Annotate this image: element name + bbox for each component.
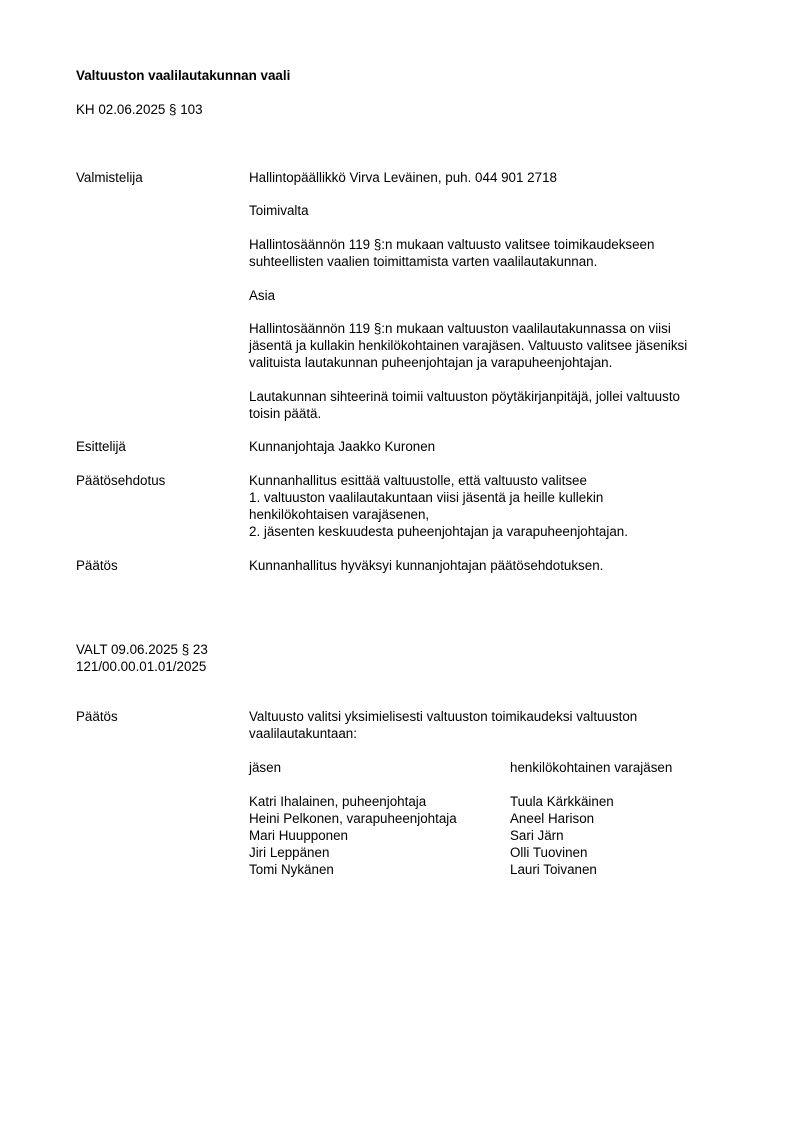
deputy-name: Aneel Harison <box>510 811 595 826</box>
kh-reference: KH 02.06.2025 § 103 <box>76 102 203 117</box>
valt-reference: VALT 09.06.2025 § 23 <box>76 642 208 657</box>
proposal-line: 1. valtuuston vaalilautakuntaan viisi jäsentä ja heille kullekin <box>249 490 604 505</box>
authority-text <box>249 236 654 270</box>
proposal-line: 2. jäsenten keskuudesta puheenjohtajan ja varapuheenjohtajan. <box>249 524 628 539</box>
authority-heading: Toimivalta <box>249 203 309 218</box>
member-name: Heini Pelkonen, varapuheenjohtaja <box>249 811 457 826</box>
presenter-label: Esittelijä <box>76 439 126 454</box>
matter-paragraph-2 <box>249 388 680 422</box>
decision1-value: Kunnanhallitus hyväksyi kunnanjohtajan päätösehdotuksen. <box>249 558 604 573</box>
decision2-text <box>249 708 637 742</box>
decision2-label: Päätös <box>76 709 118 724</box>
preparer-value: Hallintopäällikkö Virva Leväinen, puh. 044 901 2718 <box>249 170 557 185</box>
presenter-value: Kunnanjohtaja Jaakko Kuronen <box>249 439 436 454</box>
matter-heading: Asia <box>249 288 276 303</box>
matter-line: valituista lautakunnan puheenjohtajan ja varapuheenjohtajan. <box>249 355 613 370</box>
deputies-column-header: henkilökohtainen varajäsen <box>510 760 673 775</box>
decision2-line: vaalilautakuntaan: <box>249 726 357 741</box>
authority-line: Hallintosäännön 119 §:n mukaan valtuusto valitsee toimikaudekseen <box>249 237 655 252</box>
matter-line: Hallintosäännön 119 §:n mukaan valtuuston vaalilautakunnassa on viisi <box>249 321 671 336</box>
members-column-header: jäsen <box>249 760 282 775</box>
decision1-label: Päätös <box>76 558 118 573</box>
deputy-name: Olli Tuovinen <box>510 845 588 860</box>
proposal-line: henkilökohtaisen varajäsenen, <box>249 507 430 522</box>
deputy-name: Sari Järn <box>510 828 564 843</box>
preparer-label: Valmistelija <box>76 170 143 185</box>
member-name: Tomi Nykänen <box>249 862 334 877</box>
member-name: Mari Huupponen <box>249 828 349 843</box>
deputies-column <box>510 793 614 878</box>
proposal-text <box>249 472 628 540</box>
diary-number: 121/00.00.01.01/2025 <box>76 659 207 674</box>
matter-line: jäsentä ja kullakin henkilökohtainen varajäsen. Valtuusto valitsee jäseniksi <box>249 338 688 353</box>
proposal-label: Päätösehdotus <box>76 473 166 488</box>
authority-line: suhteellisten vaalien toimittamista varten vaalilautakunnan. <box>249 254 598 269</box>
matter-paragraph-1 <box>249 320 687 371</box>
decision2-line: Valtuusto valitsi yksimielisesti valtuuston toimikaudeksi valtuuston <box>249 709 638 724</box>
proposal-line: Kunnanhallitus esittää valtuustolle, että valtuusto valitsee <box>249 473 587 488</box>
deputy-name: Lauri Toivanen <box>510 862 597 877</box>
member-name: Katri Ihalainen, puheenjohtaja <box>249 794 427 809</box>
document-title: Valtuuston vaalilautakunnan vaali <box>76 68 291 83</box>
member-name: Jiri Leppänen <box>249 845 330 860</box>
members-column <box>249 793 457 878</box>
matter-line: Lautakunnan sihteerinä toimii valtuuston pöytäkirjanpitäjä, jollei valtuusto <box>249 389 680 404</box>
matter-line: toisin päätä. <box>249 406 322 421</box>
deputy-name: Tuula Kärkkäinen <box>510 794 614 809</box>
